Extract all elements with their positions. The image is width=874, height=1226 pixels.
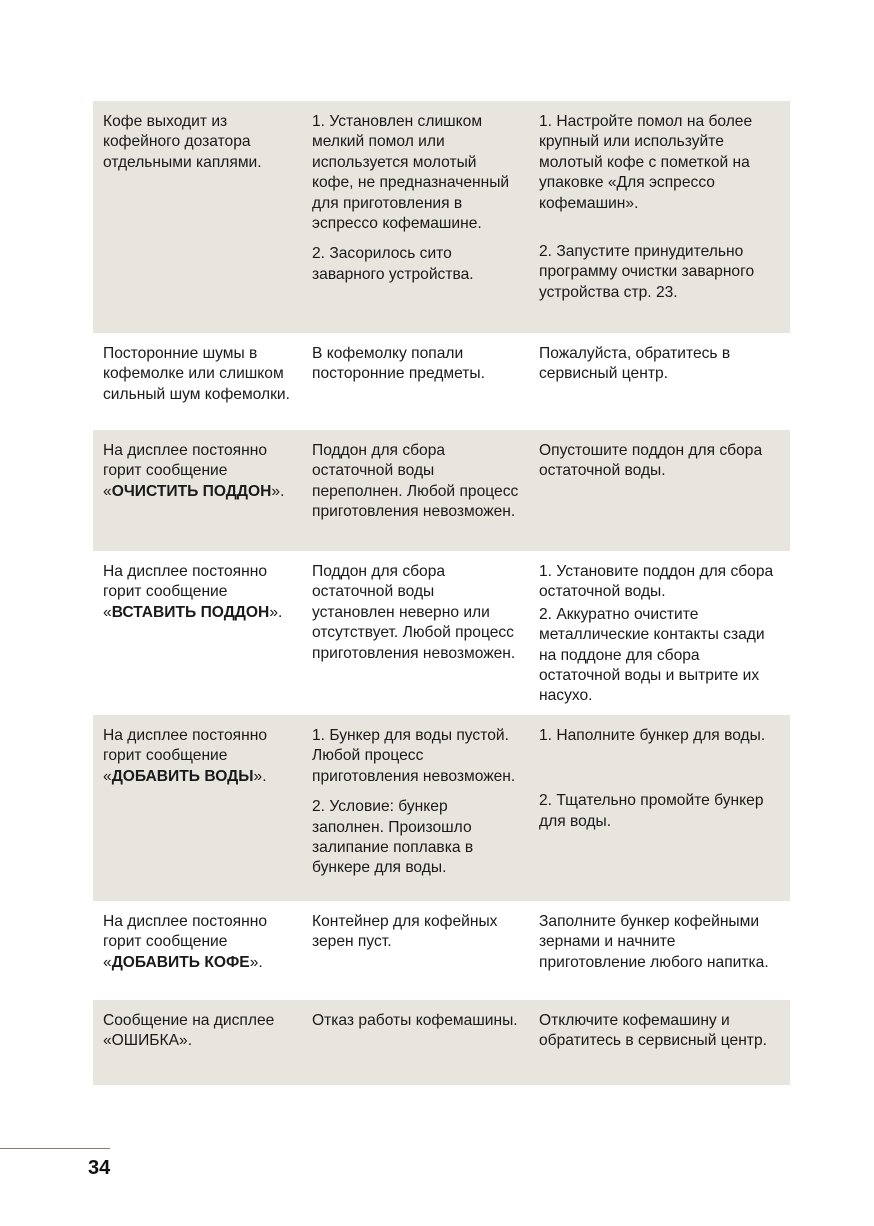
problem-text-prefix: На дисплее постоянно горит сообщение « <box>103 913 267 971</box>
problem-cell <box>93 726 312 891</box>
solution-text: Заполните бункер кофейными зернами и начните приготовление любого напитка. <box>539 913 769 971</box>
solution-cell <box>539 1011 790 1075</box>
solution-text: 2. Тщательно промойте бункер для воды. <box>539 792 764 830</box>
solution-cell <box>539 912 790 990</box>
cause-cell <box>312 1011 539 1075</box>
solution-text: Опустошите поддон для сбора остаточной воды. <box>539 442 763 480</box>
solution-cell <box>539 562 790 705</box>
problem-cell <box>93 112 312 323</box>
problem-cell <box>93 344 312 420</box>
display-message: ДОБАВИТЬ ВОДЫ <box>111 767 254 785</box>
cause-text: Отказ работы кофемашины. <box>312 1012 518 1029</box>
cause-cell <box>312 726 539 891</box>
solution-cell <box>539 112 790 323</box>
problem-text: Кофе выходит из кофейного дозатора отдельными каплями. <box>103 113 262 171</box>
solution-cell <box>539 441 790 541</box>
problem-text-suffix: ». <box>253 767 267 785</box>
problem-cell <box>93 1011 312 1075</box>
solution-text: Отключите кофемашину и обратитесь в сервисный центр. <box>539 1012 767 1050</box>
display-message: ВСТАВИТЬ ПОДДОН <box>111 603 270 621</box>
solution-cell <box>539 726 790 891</box>
problem-text-suffix: ». <box>271 482 285 500</box>
footer-divider <box>0 1148 110 1149</box>
problem-text-suffix: ». <box>269 603 283 621</box>
problem-cell <box>93 912 312 990</box>
problem-text: Посторонние шумы в кофемолке или слишком сильный шум кофемолки. <box>103 345 290 403</box>
display-message: ДОБАВИТЬ КОФЕ <box>111 953 250 971</box>
cause-cell <box>312 112 539 323</box>
problem-text-prefix: На дисплее постоянно горит сообщение « <box>103 727 267 785</box>
solution-text: 1. Настройте помол на более крупный или используйте молотый кофе с пометкой на упаковке «Для эспрессо кофемашин». <box>539 113 753 212</box>
cause-text: Поддон для сбора остаточной воды установлен неверно или отсутствует. Любой процесс приготовления невозможен. <box>312 563 516 662</box>
table-row <box>93 1000 790 1085</box>
problem-cell <box>93 441 312 541</box>
problem-text: Сообщение на дисплее «ОШИБКА». <box>103 1012 275 1050</box>
table-row <box>93 430 790 551</box>
solution-cell <box>539 344 790 420</box>
solution-text: 1. Наполните бункер для воды. <box>539 727 766 744</box>
page-number: 34 <box>88 1157 111 1179</box>
cause-text: Контейнер для кофейных зерен пуст. <box>312 913 498 951</box>
solution-text: Пожалуйста, обратитесь в сервисный центр. <box>539 345 731 383</box>
cause-text: 2. Условие: бункер заполнен. Произошло залипание поплавка в бункере для воды. <box>312 798 474 877</box>
problem-text-prefix: На дисплее постоянно горит сообщение « <box>103 563 267 621</box>
table-row <box>93 333 790 430</box>
cause-text: 1. Установлен слишком мелкий помол или используется молотый кофе, не предназначенный для приготовления в эспрессо кофемашине. <box>312 113 510 233</box>
cause-text: 2. Засорилось сито заварного устройства. <box>312 245 474 283</box>
display-message: ОЧИСТИТЬ ПОДДОН <box>111 482 272 500</box>
solution-text: 2. Аккуратно очистите металлические контакты сзади на поддоне для сбора остаточной воды и вытрите их насухо. <box>539 605 765 705</box>
cause-cell <box>312 912 539 990</box>
troubleshooting-table <box>93 101 790 1085</box>
cause-cell <box>312 562 539 705</box>
problem-text-prefix: На дисплее постоянно горит сообщение « <box>103 442 267 500</box>
table-row <box>93 551 790 715</box>
cause-text: 1. Бункер для воды пустой. Любой процесс приготовления невозможен. <box>312 727 516 785</box>
solution-text: 1. Установите поддон для сбора остаточной воды. <box>539 563 774 601</box>
table-row <box>93 715 790 901</box>
problem-cell <box>93 562 312 705</box>
cause-text: Поддон для сбора остаточной воды переполнен. Любой процесс приготовления невозможен. <box>312 442 519 521</box>
cause-cell <box>312 344 539 420</box>
table-row <box>93 101 790 333</box>
cause-text: В кофемолку попали посторонние предметы. <box>312 345 485 383</box>
solution-text: 2. Запустите принудительно программу очистки заварного устройства стр. 23. <box>539 243 755 301</box>
problem-text-suffix: ». <box>249 953 263 971</box>
table-row <box>93 901 790 1000</box>
cause-cell <box>312 441 539 541</box>
